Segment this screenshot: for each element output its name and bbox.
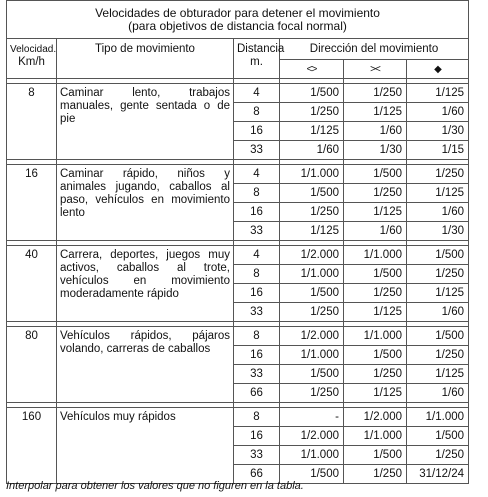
speed-toward-cell: 1/500	[280, 365, 344, 384]
speed-diagonal-cell: 1/125	[407, 184, 469, 203]
shutter-speed-table	[6, 0, 469, 484]
speed-diagonal-cell: 1/30	[407, 122, 469, 141]
tipo-movimiento-text: Vehículos rápidos, pájaros volando, carreras de caballos	[60, 330, 230, 355]
speed-toward-cell: 1/125	[280, 122, 344, 141]
distancia-cell: 8	[234, 327, 280, 346]
speed-diagonal-cell: 1/60	[407, 203, 469, 222]
speed-toward-cell: 1/250	[280, 384, 344, 403]
table-title	[7, 1, 469, 39]
speed-toward-cell: 1/1.000	[280, 265, 344, 284]
speed-across-cell: 1/30	[344, 141, 407, 160]
title-line-2: (para objetivos de distancia focal normal)	[128, 18, 347, 33]
tipo-movimiento-text: Vehículos muy rápidos	[60, 411, 176, 423]
distancia-cell: 66	[234, 465, 280, 484]
speed-diagonal-cell: 1/60	[407, 303, 469, 322]
speed-diagonal-cell: 1/15	[407, 141, 469, 160]
speed-across-cell: 1/125	[344, 203, 407, 222]
speed-toward-cell: 1/1.000	[280, 346, 344, 365]
speed-diagonal-cell: 1/60	[407, 103, 469, 122]
header-distancia-label: Distancia	[237, 43, 285, 55]
table-row	[7, 165, 469, 184]
speed-diagonal-cell: 31/12/24	[407, 465, 469, 484]
velocidad-cell: 160	[7, 408, 57, 484]
table-row	[7, 327, 469, 346]
distancia-cell: 16	[234, 203, 280, 222]
header-m-label: m.	[250, 56, 263, 68]
speed-toward-cell: 1/1.000	[280, 165, 344, 184]
speed-across-cell: 1/250	[344, 465, 407, 484]
speed-toward-cell: -	[280, 408, 344, 427]
header-kmh-label: Km/h	[18, 56, 45, 68]
speed-across-cell: 1/125	[344, 384, 407, 403]
tipo-movimiento-text: Caminar rápido, niños y animales jugando, caballos al paso, vehículos en movimiento lento	[60, 168, 230, 219]
velocidad-cell: 8	[7, 84, 57, 160]
distancia-cell: 33	[234, 303, 280, 322]
speed-toward-cell: 1/60	[280, 141, 344, 160]
velocidad-cell: 16	[7, 165, 57, 241]
speed-toward-cell: 1/2.000	[280, 246, 344, 265]
speed-diagonal-cell: 1/250	[407, 165, 469, 184]
distancia-cell: 33	[234, 222, 280, 241]
header-row-1	[7, 39, 469, 60]
velocidad-cell: 80	[7, 327, 57, 403]
speed-toward-cell: 1/1.000	[280, 446, 344, 465]
speed-diagonal-cell: 1/500	[407, 246, 469, 265]
speed-across-cell: 1/250	[344, 84, 407, 103]
speed-across-cell: 1/1.000	[344, 246, 407, 265]
tipo-movimiento-text: Carrera, deportes, juegos muy activos, caballos al trote, vehículos en movimiento moderadamente rápido	[60, 249, 230, 300]
distancia-cell: 4	[234, 246, 280, 265]
distancia-cell: 16	[234, 346, 280, 365]
distancia-cell: 66	[234, 384, 280, 403]
speed-diagonal-cell: 1/500	[407, 427, 469, 446]
table-row	[7, 246, 469, 265]
distancia-cell: 8	[234, 408, 280, 427]
footnote: Interpolar para obtener los valores que no figuren en la tabla.	[6, 480, 304, 492]
speed-toward-cell: 1/2.000	[280, 427, 344, 446]
speed-across-cell: 1/60	[344, 222, 407, 241]
speed-across-cell: 1/1.000	[344, 427, 407, 446]
table-row	[7, 84, 469, 103]
tipo-movimiento-cell	[57, 327, 234, 403]
speed-across-cell: 1/500	[344, 446, 407, 465]
velocidad-cell: 40	[7, 246, 57, 322]
speed-across-cell: 1/2.000	[344, 408, 407, 427]
header-direccion: Dirección del movimiento	[280, 39, 469, 60]
table-row	[7, 408, 469, 427]
direction-diagonal-icon: ◆	[407, 60, 469, 79]
speed-toward-cell: 1/250	[280, 303, 344, 322]
tipo-movimiento-cell	[57, 165, 234, 241]
speed-across-cell: 1/250	[344, 184, 407, 203]
speed-across-cell: 1/250	[344, 365, 407, 384]
tipo-movimiento-cell	[57, 246, 234, 322]
speed-across-cell: 1/500	[344, 346, 407, 365]
speed-across-cell: 1/500	[344, 165, 407, 184]
speed-toward-cell: 1/125	[280, 222, 344, 241]
speed-diagonal-cell: 1/125	[407, 84, 469, 103]
direction-across-icon: ><	[344, 60, 407, 79]
distancia-cell: 4	[234, 165, 280, 184]
tipo-movimiento-cell	[57, 84, 234, 160]
header-velocidad	[7, 39, 57, 79]
speed-across-cell: 1/125	[344, 103, 407, 122]
header-velocidad-label: Velocidad.	[10, 44, 57, 55]
speed-toward-cell: 1/500	[280, 284, 344, 303]
distancia-cell: 8	[234, 184, 280, 203]
distancia-cell: 33	[234, 365, 280, 384]
distancia-cell: 33	[234, 446, 280, 465]
table-title-row	[7, 1, 469, 39]
speed-diagonal-cell: 1/60	[407, 384, 469, 403]
distancia-cell: 16	[234, 122, 280, 141]
tipo-movimiento-text: Caminar lento, trabajos manuales, gente sentada o de pie	[60, 87, 230, 125]
speed-diagonal-cell: 1/250	[407, 265, 469, 284]
header-tipo: Tipo de movimiento	[57, 39, 234, 79]
distancia-cell: 33	[234, 141, 280, 160]
speed-across-cell: 1/1.000	[344, 327, 407, 346]
title-line-1: Velocidades de obturador para detener el movimiento	[95, 5, 380, 20]
distancia-cell: 16	[234, 284, 280, 303]
speed-across-cell: 1/500	[344, 265, 407, 284]
direction-toward-icon: <>	[280, 60, 344, 79]
speed-toward-cell: 1/250	[280, 203, 344, 222]
speed-toward-cell: 1/250	[280, 103, 344, 122]
header-distancia	[234, 39, 285, 79]
tipo-movimiento-cell	[57, 408, 234, 484]
speed-across-cell: 1/250	[344, 284, 407, 303]
speed-diagonal-cell: 1/30	[407, 222, 469, 241]
speed-diagonal-cell: 1/250	[407, 446, 469, 465]
speed-across-cell: 1/125	[344, 303, 407, 322]
speed-diagonal-cell: 1/500	[407, 327, 469, 346]
distancia-cell: 8	[234, 265, 280, 284]
shutter-speed-table-container	[6, 0, 468, 484]
speed-toward-cell: 1/500	[280, 184, 344, 203]
speed-toward-cell: 1/500	[280, 84, 344, 103]
speed-diagonal-cell: 1/250	[407, 346, 469, 365]
distancia-cell: 4	[234, 84, 280, 103]
speed-diagonal-cell: 1/1.000	[407, 408, 469, 427]
speed-toward-cell: 1/2.000	[280, 327, 344, 346]
distancia-cell: 8	[234, 103, 280, 122]
speed-toward-cell: 1/500	[280, 465, 344, 484]
speed-diagonal-cell: 1/125	[407, 284, 469, 303]
speed-diagonal-cell: 1/125	[407, 365, 469, 384]
distancia-cell: 16	[234, 427, 280, 446]
speed-across-cell: 1/60	[344, 122, 407, 141]
